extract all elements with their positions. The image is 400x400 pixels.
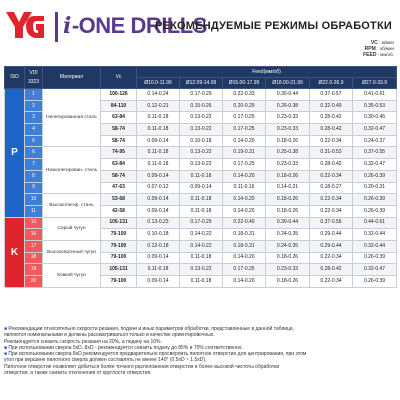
vdi-cell: 16 xyxy=(25,229,43,241)
yg-logo xyxy=(4,10,46,40)
feed-cell: 0.37-0.56 xyxy=(310,217,353,229)
feed-cell: 0.18-0.31 xyxy=(223,240,266,252)
feed-cell: 0.09-0.14 xyxy=(137,170,180,182)
feed-cell: 0.17-0.29 xyxy=(180,217,223,229)
vdi-cell: 18 xyxy=(25,252,43,264)
feed-cell: 0.14-0.22 xyxy=(180,229,223,241)
feed-cell: 0.14-0.20 xyxy=(223,135,266,147)
feed-cell: 0.11-0.16 xyxy=(223,182,266,194)
feed-cell: 0.20-0.29 xyxy=(223,100,266,112)
header-vdi: VDI 3323 xyxy=(25,67,43,89)
page-title: РЕКОМЕНДУЕМЫЕ РЕЖИМЫ ОБРАБОТКИ xyxy=(155,20,392,32)
feed-cell: 0.22-0.33 xyxy=(223,89,266,101)
feed-cell: 0.30-0.44 xyxy=(266,89,310,101)
feed-cell: 0.07-0.12 xyxy=(137,182,180,194)
bullet-icon: ■ xyxy=(4,326,8,332)
feed-cell: 0.37-0.55 xyxy=(353,147,397,159)
feed-cell: 0.17-0.25 xyxy=(223,264,266,276)
header-diameter: Ø18.00-21.99 xyxy=(266,78,310,89)
feed-cell: 0.17-0.29 xyxy=(180,89,223,101)
feed-cell: 0.13-0.22 xyxy=(180,112,223,124)
bullet-icon: ■ xyxy=(4,351,8,358)
feed-cell: 0.12-0.21 xyxy=(137,100,180,112)
feed-cell: 0.11-0.18 xyxy=(180,252,223,264)
vdi-cell: 15 xyxy=(25,217,43,229)
vc-cell: 63-84 xyxy=(101,159,137,171)
feed-cell: 0.26-0.39 xyxy=(353,252,397,264)
feed-cell: 0.30-0.44 xyxy=(266,217,310,229)
feed-cell: 0.18-0.26 xyxy=(266,170,310,182)
feed-cell: 0.18-0.31 xyxy=(223,229,266,241)
header-diameter: Ø12.09-14.99 xyxy=(180,78,223,89)
vc-cell: 74-95 xyxy=(101,147,137,159)
material-cell: Нелегированная сталь xyxy=(43,89,101,147)
iso-group-k: K xyxy=(5,217,25,287)
feed-cell: 0.28-0.42 xyxy=(310,112,353,124)
header-diameter: Ø27.0-33.9 xyxy=(353,78,397,89)
feed-cell: 0.11-0.18 xyxy=(137,124,180,136)
vc-cell: 79-100 xyxy=(101,229,137,241)
note-line: ■ Рекомендации относительно скорости резания, подачи и иных параметров обработки, представленные в данной таблице, xyxy=(4,326,295,332)
table-row xyxy=(5,264,397,276)
feed-cell: 0.32-0.47 xyxy=(353,264,397,276)
note-line: Рекомендуется снизить скорость резания на 20%, а подачу на 10%. xyxy=(4,338,162,345)
feed-cell: 0.18-0.26 xyxy=(266,252,310,264)
vc-cell: 58-74 xyxy=(101,124,137,136)
feed-cell: 0.14-0.20 xyxy=(223,170,266,182)
feed-cell: 0.10-0.18 xyxy=(180,135,223,147)
vdi-cell: 8 xyxy=(25,170,43,182)
vdi-cell: 20 xyxy=(25,276,43,288)
feed-cell: 0.14-0.22 xyxy=(180,240,223,252)
vdi-cell: 10 xyxy=(25,194,43,206)
feed-cell: 0.23-0.33 xyxy=(266,264,310,276)
header-feed: Feed(мм/об) xyxy=(137,67,397,78)
feed-cell: 0.14-0.20 xyxy=(223,252,266,264)
vdi-cell: 7 xyxy=(25,159,43,171)
vc-cell: 79-100 xyxy=(101,240,137,252)
note-line: являются номинальными и должны рассматриваться только в качестве ориентировочных. xyxy=(4,332,215,339)
feed-cell: 0.32-0.44 xyxy=(353,229,397,241)
feed-cell: 0.18-0.26 xyxy=(266,194,310,206)
feed-cell: 0.22-0.34 xyxy=(310,252,353,264)
feed-cell: 0.26-0.38 xyxy=(266,100,310,112)
feed-cell: 0.15-0.26 xyxy=(180,100,223,112)
feed-cell: 0.23-0.33 xyxy=(266,159,310,171)
feed-cell: 0.29-0.44 xyxy=(310,240,353,252)
iso-group-p: P xyxy=(5,89,25,218)
material-cell: Серый чугун xyxy=(43,217,101,240)
note-line: Пилотное отверстие позволяет добиться более точного расположения отверстия и более высокой чистоты обработки xyxy=(4,363,280,370)
vc-cell: 58-74 xyxy=(101,170,137,182)
feed-cell: 0.13-0.22 xyxy=(180,147,223,159)
feed-cell: 0.30-0.46 xyxy=(353,112,397,124)
table-row xyxy=(5,194,397,206)
feed-cell: 0.18-0.27 xyxy=(310,182,353,194)
vc-cell: 53-68 xyxy=(101,194,137,206)
header-diameter: Ø22.0-26.9 xyxy=(310,78,353,89)
feed-cell: 0.26-0.39 xyxy=(353,170,397,182)
feed-cell: 0.29-0.44 xyxy=(310,229,353,241)
material-cell: Ковкий чугун xyxy=(43,264,101,287)
table-row xyxy=(5,147,397,159)
feed-cell: 0.14-0.21 xyxy=(266,182,310,194)
feed-cell: 0.11-0.18 xyxy=(180,194,223,206)
feed-cell: 0.28-0.42 xyxy=(310,159,353,171)
feed-cell: 0.20-0.31 xyxy=(353,182,397,194)
feed-cell: 0.17-0.25 xyxy=(223,159,266,171)
feed-cell: 0.17-0.25 xyxy=(223,124,266,136)
feed-cell: 0.24-0.35 xyxy=(266,240,310,252)
feed-cell: 0.19-0.31 xyxy=(223,147,266,159)
feed-cell: 0.11-0.18 xyxy=(137,159,180,171)
feed-cell: 0.10-0.18 xyxy=(137,229,180,241)
feed-cell: 0.22-0.34 xyxy=(310,205,353,217)
legend-feed: FEED : мм/об. xyxy=(363,52,394,59)
note-line: угол при вершине пилотного сверла должен составлять не менее 140° (0.5xD ~ 1.5xD). xyxy=(4,357,207,364)
feed-cell: 0.28-0.42 xyxy=(310,124,353,136)
material-cell: Высоколегир. сталь xyxy=(43,194,101,217)
feed-cell: 0.09-0.14 xyxy=(137,252,180,264)
feed-cell: 0.13-0.22 xyxy=(180,124,223,136)
header-iso: ISO xyxy=(5,67,25,89)
feed-cell: 0.11-0.18 xyxy=(137,112,180,124)
feed-cell: 0.22-0.34 xyxy=(310,170,353,182)
legend-vc: VC : м/мин xyxy=(370,40,394,46)
feed-cell: 0.09-0.14 xyxy=(137,205,180,217)
note-line: ■ При использовании сверла 5xD, 8xD - рекомендуется снизить подачу до 85% и 70% соответственно. xyxy=(4,344,243,351)
feed-cell: 0.12-0.18 xyxy=(137,240,180,252)
feed-cell: 0.11-0.18 xyxy=(137,264,180,276)
vc-cell: 63-84 xyxy=(101,112,137,124)
vdi-cell: 17 xyxy=(25,240,43,252)
feed-cell: 0.31-0.53 xyxy=(310,147,353,159)
feed-cell: 0.09-0.14 xyxy=(180,182,223,194)
feed-cell: 0.25-0.38 xyxy=(266,147,310,159)
vdi-cell: 19 xyxy=(25,264,43,276)
vc-cell: 105-131 xyxy=(101,217,137,229)
vc-cell: 47-63 xyxy=(101,182,137,194)
feed-cell: 0.22-0.34 xyxy=(310,276,353,288)
header-material: Материал xyxy=(43,67,101,89)
feed-cell: 0.09-0.14 xyxy=(137,194,180,206)
feed-cell: 0.13-0.23 xyxy=(137,217,180,229)
vdi-cell: 6 xyxy=(25,147,43,159)
vdi-cell: 1 xyxy=(25,89,43,101)
cutting-conditions-table xyxy=(4,66,397,288)
header-vc: Vc xyxy=(101,67,137,89)
note-line: отверстия, а также снизить отклонения от круглости отверстия. xyxy=(4,370,152,377)
feed-cell: 0.22-0.40 xyxy=(223,217,266,229)
feed-cell: 0.18-0.26 xyxy=(266,205,310,217)
feed-cell: 0.14-0.20 xyxy=(223,205,266,217)
material-cell: Высокопрочный чугун xyxy=(43,240,101,263)
vc-cell: 84-110 xyxy=(101,100,137,112)
table-row xyxy=(5,217,397,229)
feed-cell: 0.11-0.18 xyxy=(180,276,223,288)
feed-cell: 0.13-0.22 xyxy=(180,264,223,276)
vc-cell: 42-58 xyxy=(101,205,137,217)
feed-cell: 0.37-0.57 xyxy=(310,89,353,101)
product-title: i-ONE DRILLS xyxy=(63,13,207,39)
table-row xyxy=(5,240,397,252)
feed-cell: 0.41-0.61 xyxy=(353,89,397,101)
feed-cell: 0.11-0.18 xyxy=(180,205,223,217)
feed-cell: 0.26-0.39 xyxy=(353,194,397,206)
vc-cell: 79-100 xyxy=(101,252,137,264)
page-header xyxy=(0,0,400,59)
feed-cell: 0.22-0.34 xyxy=(310,135,353,147)
feed-cell: 0.14-0.20 xyxy=(223,276,266,288)
legend-rpm: RPM : об/мин xyxy=(364,46,394,53)
brand-divider xyxy=(55,12,58,42)
feed-cell: 0.18-0.26 xyxy=(266,135,310,147)
units-legend xyxy=(314,40,394,59)
feed-cell: 0.32-0.44 xyxy=(353,240,397,252)
feed-cell: 0.14-0.24 xyxy=(137,89,180,101)
feed-cell: 0.28-0.42 xyxy=(310,264,353,276)
feed-cell: 0.44-0.61 xyxy=(353,217,397,229)
vdi-cell: 9 xyxy=(25,182,43,194)
material-cell: Низколегирован. сталь xyxy=(43,147,101,194)
vc-cell: 58-74 xyxy=(101,135,137,147)
feed-cell: 0.13-0.22 xyxy=(180,159,223,171)
note-line: ■ При использовании сверла 8xD рекомендуется предварительно просверлить пилотное отверстие для центрирования, при этом xyxy=(4,351,307,358)
feed-cell: 0.23-0.33 xyxy=(266,112,310,124)
feed-cell: 0.32-0.47 xyxy=(353,124,397,136)
feed-cell: 0.23-0.33 xyxy=(266,124,310,136)
feed-cell: 0.22-0.34 xyxy=(310,194,353,206)
vdi-cell: 5 xyxy=(25,135,43,147)
notes-section xyxy=(4,326,396,376)
table-row xyxy=(5,89,397,101)
vc-cell: 100-126 xyxy=(101,89,137,101)
feed-cell: 0.09-0.14 xyxy=(137,135,180,147)
feed-cell: 0.26-0.39 xyxy=(353,276,397,288)
feed-cell: 0.11-0.18 xyxy=(137,147,180,159)
feed-cell: 0.18-0.26 xyxy=(266,276,310,288)
vdi-cell: 11 xyxy=(25,205,43,217)
feed-cell: 0.14-0.20 xyxy=(223,194,266,206)
feed-cell: 0.11-0.18 xyxy=(180,170,223,182)
header-diameter: Ø10.0-11.99 xyxy=(137,78,180,89)
vdi-cell: 3 xyxy=(25,112,43,124)
vc-cell: 79-100 xyxy=(101,276,137,288)
feed-cell: 0.24-0.37 xyxy=(353,135,397,147)
vc-cell: 105-131 xyxy=(101,264,137,276)
feed-cell: 0.24-0.35 xyxy=(266,229,310,241)
feed-cell: 0.17-0.25 xyxy=(223,112,266,124)
feed-cell: 0.26-0.39 xyxy=(353,205,397,217)
feed-cell: 0.35-0.53 xyxy=(353,100,397,112)
bullet-icon: ■ xyxy=(4,344,8,351)
vdi-cell: 4 xyxy=(25,124,43,136)
feed-cell: 0.32-0.49 xyxy=(310,100,353,112)
header-diameter: Ø15.00-17.99 xyxy=(223,78,266,89)
feed-cell: 0.32-0.47 xyxy=(353,159,397,171)
vdi-cell: 2 xyxy=(25,100,43,112)
feed-cell: 0.09-0.14 xyxy=(137,276,180,288)
